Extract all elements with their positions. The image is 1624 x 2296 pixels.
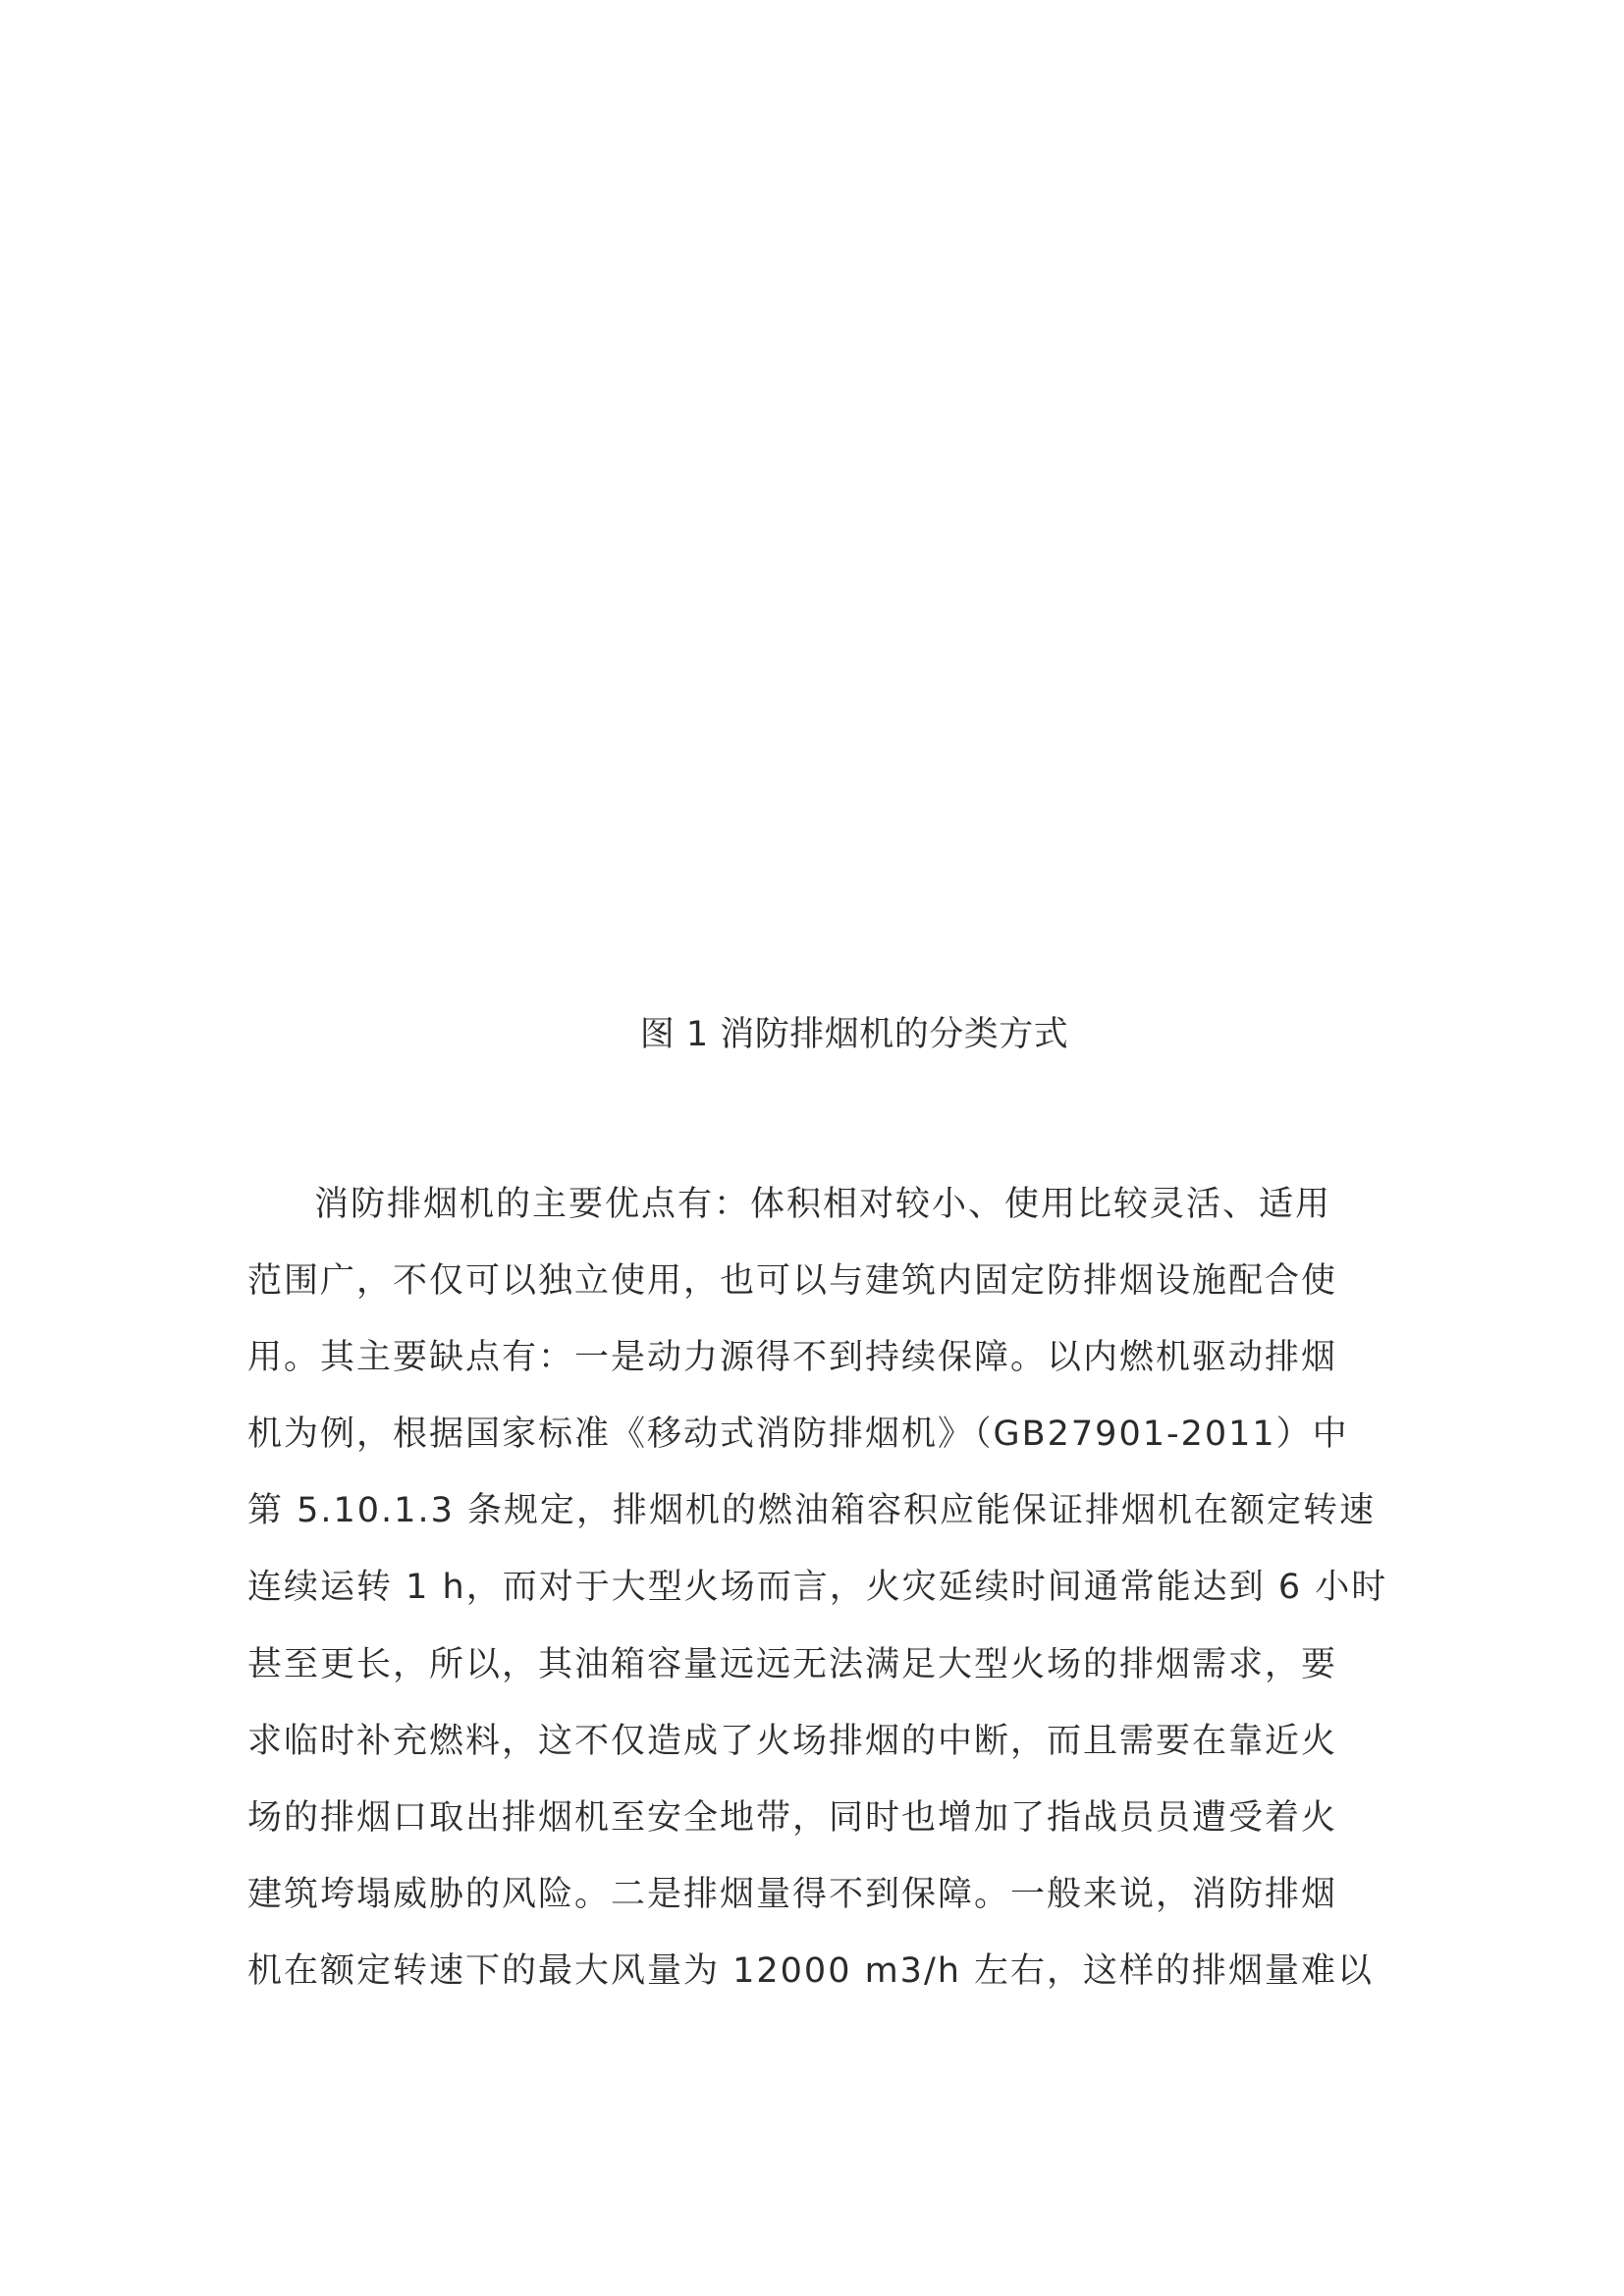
paragraph-line: 范围广，不仅可以独立使用，也可以与建筑内固定防排烟设施配合使 bbox=[247, 1261, 1338, 1301]
paragraph-line: 第 5.10.1.3 条规定，排烟机的燃油箱容积应能保证排烟机在额定转速 bbox=[247, 1491, 1376, 1530]
paragraph-line: 求临时补充燃料，这不仅造成了火场排烟的中断，而且需要在靠近火 bbox=[247, 1722, 1338, 1761]
paragraph-line: 机在额定转速下的最大风量为 12000 m3/h 左右，这样的排烟量难以 bbox=[247, 1951, 1375, 1991]
figure-placeholder-blank bbox=[247, 118, 1377, 982]
figure-caption: 图 1 消防排烟机的分类方式 bbox=[639, 1015, 1069, 1054]
paragraph-line: 用。其主要缺点有：一是动力源得不到持续保障。以内燃机驱动排烟 bbox=[247, 1338, 1338, 1377]
paragraph-line: 机为例，根据国家标准《移动式消防排烟机》（GB27901-2011）中 bbox=[247, 1415, 1349, 1454]
paragraph-line: 场的排烟口取出排烟机至安全地带，同时也增加了指战员员遭受着火 bbox=[247, 1798, 1338, 1838]
paragraph-line: 连续运转 1 h，而对于大型火场而言，火灾延续时间通常能达到 6 小时 bbox=[247, 1568, 1388, 1607]
paragraph-line: 建筑垮塌威胁的风险。二是排烟量得不到保障。一般来说，消防排烟 bbox=[247, 1875, 1338, 1914]
paragraph-line: 甚至更长，所以，其油箱容量远远无法满足大型火场的排烟需求，要 bbox=[247, 1645, 1338, 1684]
paragraph-line: 消防排烟机的主要优点有：体积相对较小、使用比较灵活、适用 bbox=[314, 1185, 1332, 1224]
